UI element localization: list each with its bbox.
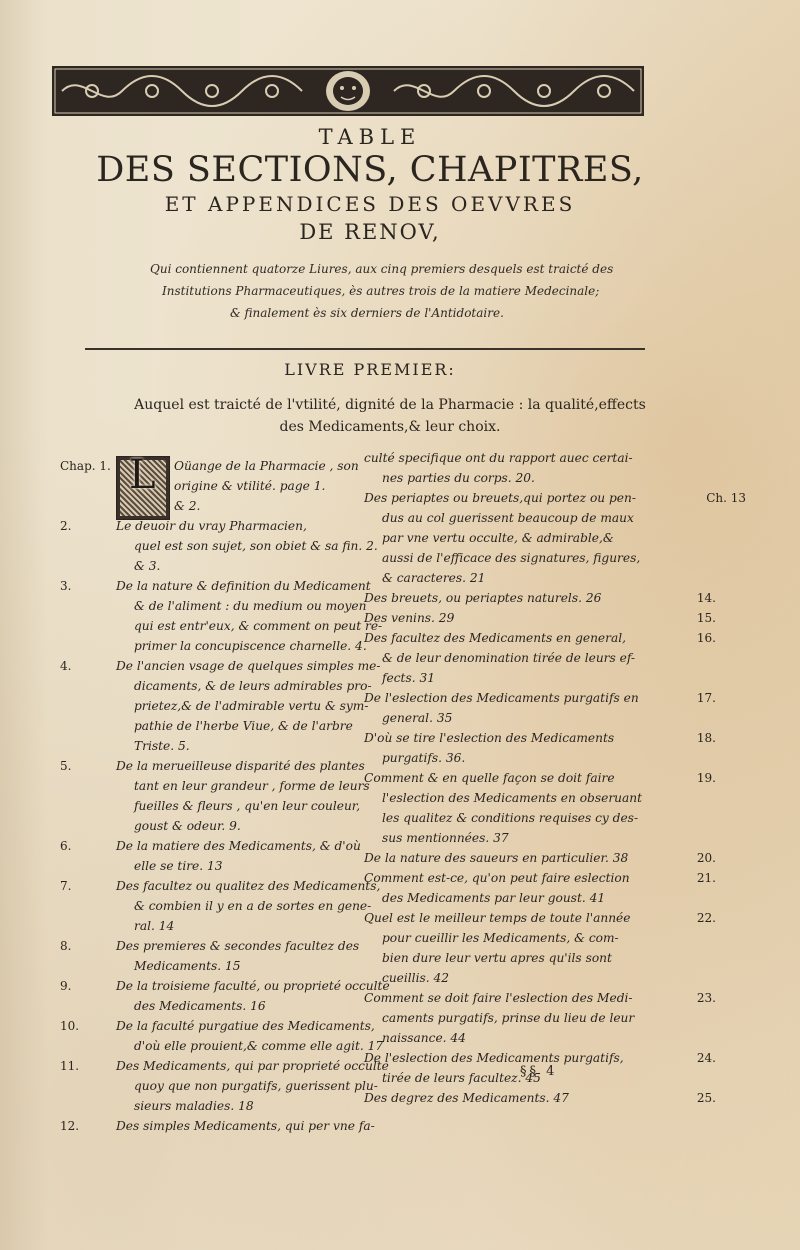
- toc-entry-line: purgatifs. 36.: [382, 751, 466, 765]
- chapter-number: Chap. 1.: [60, 459, 111, 473]
- toc-entry-line: goust & odeur. 9.: [134, 819, 241, 833]
- chapter-number: 3.: [60, 579, 72, 593]
- toc-entry-line: Comment est-ce, qu'on peut faire eslection: [364, 871, 630, 885]
- toc-entry-line: Triste. 5.: [134, 739, 190, 753]
- toc-entry-line: Oüange de la Pharmacie , son: [174, 459, 359, 473]
- toc-entry-line: & de l'aliment : du medium ou moyen: [134, 599, 367, 613]
- toc-entry-line: primer la concupiscence charnelle. 4.: [134, 639, 367, 653]
- chapter-number: 21.: [696, 871, 716, 885]
- toc-entry-line: Des simples Medicaments, qui per vne fa-: [116, 1119, 375, 1133]
- toc-entry: [60, 836, 370, 876]
- left-column: [60, 452, 390, 1136]
- toc-entry-line: prietez,& de l'admirable vertu & sym-: [134, 699, 369, 713]
- toc-entry-line: cueillis. 42: [382, 971, 449, 985]
- title-line-appendices: ET APPENDICES DES OEVVRES: [164, 192, 576, 216]
- toc-entry: [60, 1056, 389, 1116]
- title-block: [90, 124, 650, 246]
- toc-entry: [364, 608, 716, 628]
- signature-mark: §§ 4: [520, 1064, 558, 1079]
- toc-entry-line: Des breuets, ou periaptes naturels. 26: [364, 591, 602, 605]
- intro-paragraph: [150, 258, 640, 324]
- toc-entry-line: general. 35: [382, 711, 453, 725]
- chapter-number: 6.: [60, 839, 72, 853]
- book-heading: LIVRE PREMIER:: [284, 360, 456, 379]
- chapter-number: 2.: [60, 519, 72, 533]
- chapter-number: 10.: [60, 1019, 80, 1033]
- toc-entry-line: par vne vertu occulte, & admirable,&: [382, 531, 614, 545]
- toc-entry-line: Quel est le meilleur temps de toute l'année: [364, 911, 631, 925]
- toc-entry-line: & de leur denomination tirée de leurs ef-: [382, 651, 636, 665]
- chapter-number: 8.: [60, 939, 72, 953]
- toc-entry-line: d'où elle prouient,& comme elle agit. 17: [134, 1039, 384, 1053]
- toc-entry-line: De l'eslection des Medicaments purgatifs,: [364, 1051, 624, 1065]
- chapter-number: 22.: [696, 911, 716, 925]
- toc-entry: [60, 936, 370, 976]
- toc-entry-line: Comment & en quelle façon se doit faire: [364, 771, 615, 785]
- intro-line: Qui contiennent quatorze Liures, aux cinq premiers desquels est traicté des: [150, 262, 614, 276]
- toc-entry: [364, 1088, 716, 1108]
- toc-entry: [364, 688, 716, 728]
- toc-entry: [364, 908, 716, 988]
- toc-entry-line: Des venins. 29: [364, 611, 455, 625]
- toc-entry-line: Des Medicaments, qui par proprieté occulte: [116, 1059, 389, 1073]
- toc-entry-line: nes parties du corps. 20.: [382, 471, 535, 485]
- toc-entry: [364, 628, 716, 688]
- title-line-renou: DE RENOV,: [299, 220, 441, 244]
- decorated-initial-icon: L: [116, 456, 170, 520]
- chapter-number: 7.: [60, 879, 72, 893]
- chapter-number: 24.: [696, 1051, 716, 1065]
- toc-entry-line: & 3.: [134, 559, 161, 573]
- chapter-number: 9.: [60, 979, 72, 993]
- chapter-number: 23.: [696, 991, 716, 1005]
- title-line-sections: DES SECTIONS, CHAPITRES,: [96, 150, 644, 190]
- toc-entry-line: D'où se tire l'eslection des Medicaments: [364, 731, 615, 745]
- toc-entry-line: De la merueilleuse disparité des plantes: [116, 759, 365, 773]
- divider-rule: [85, 348, 645, 350]
- toc-entry-line: fects. 31: [382, 671, 435, 685]
- toc-entry-line: dicaments, & de leurs admirables pro-: [134, 679, 372, 693]
- toc-entry-line: De l'ancien vsage de quelques simples me-: [116, 659, 381, 673]
- toc-entry-line: De la nature & definition du Medicament: [116, 579, 371, 593]
- toc-entry-line: bien dure leur vertu apres qu'ils sont: [382, 951, 612, 965]
- chapter-number: 17.: [696, 691, 716, 705]
- toc-entry-line: De la troisieme faculté, ou proprieté occulte: [116, 979, 390, 993]
- toc-entry-line: Le deuoir du vray Pharmacien,: [116, 519, 307, 533]
- toc-entry-line: De l'eslection des Medicaments purgatifs en: [364, 691, 639, 705]
- toc-entry: [364, 988, 716, 1048]
- toc-entry-line: pour cueillir les Medicaments, & com-: [382, 931, 619, 945]
- toc-entry: [60, 876, 381, 936]
- toc-entry: [60, 976, 390, 1016]
- chapter-number: 25.: [696, 1091, 716, 1105]
- toc-entry: [364, 848, 716, 868]
- chapter-number: 5.: [60, 759, 72, 773]
- toc-entry-line: culté specifique ont du rapport auec certai-: [364, 451, 633, 465]
- toc-entry: [60, 656, 381, 756]
- toc-entry-line: des Medicaments. 16: [134, 999, 266, 1013]
- toc-entry-line: & combien il y en a de sortes en gene-: [134, 899, 372, 913]
- chapter-number: 15.: [696, 611, 716, 625]
- chapter-number: 4.: [60, 659, 72, 673]
- toc-entry-line: De la faculté purgatiue des Medicaments,: [116, 1019, 375, 1033]
- toc-entry-line: caments purgatifs, prinse du lieu de leur: [382, 1011, 635, 1025]
- toc-entry-line: l'eslection des Medicaments en obseruant: [382, 791, 643, 805]
- toc-entry-line: elle se tire. 13: [134, 859, 223, 873]
- toc-entry-line: Des facultez des Medicaments en general,: [364, 631, 627, 645]
- toc-entry-line: sus mentionnées. 37: [382, 831, 509, 845]
- toc-entry: [60, 756, 370, 836]
- toc-entry-line: origine & vtilité. page 1.: [174, 479, 326, 493]
- toc-entry-line: qui est entr'eux, & comment on peut re-: [134, 619, 383, 633]
- chapter-number: 11.: [60, 1059, 80, 1073]
- toc-entry-line: Comment se doit faire l'eslection des Medi-: [364, 991, 633, 1005]
- toc-entry-line: Des facultez ou qualitez des Medicaments,: [116, 879, 381, 893]
- chapter-number: Ch. 13: [706, 491, 746, 505]
- toc-entry-line: quel est son sujet, son obiet & sa fin. 2.: [134, 539, 378, 553]
- toc-entry-line: Des periaptes ou breuets,qui portez ou pen-: [364, 491, 636, 505]
- toc-entry: [60, 1116, 375, 1136]
- title-line-table: TABLE: [318, 125, 422, 149]
- chapter-number: 16.: [696, 631, 716, 645]
- chapter-number: 14.: [696, 591, 716, 605]
- toc-entry-line: & 2.: [174, 499, 201, 513]
- toc-entry-line: naissance. 44: [382, 1031, 466, 1045]
- toc-entry: [60, 516, 378, 576]
- toc-entry-line: De la matiere des Medicaments, & d'où: [116, 839, 361, 853]
- toc-entry-line: tant en leur grandeur , forme de leurs: [134, 779, 370, 793]
- toc-entry: [364, 868, 716, 908]
- chapter-number: 12.: [60, 1119, 80, 1133]
- toc-entry-line: & caracteres. 21: [382, 571, 486, 585]
- toc-entry: [364, 768, 716, 848]
- toc-entry: [364, 588, 716, 608]
- right-column: [364, 448, 746, 1108]
- toc-entry-line: Medicaments. 15: [134, 959, 241, 973]
- toc-entry: [60, 576, 383, 656]
- toc-entry-line: fueilles & fleurs , qu'en leur couleur,: [134, 799, 361, 813]
- chapter-number: 20.: [696, 851, 716, 865]
- toc-entry-line: sieurs maladies. 18: [134, 1099, 254, 1113]
- toc-entry-line: Des premieres & secondes facultez des: [116, 939, 360, 953]
- ornamental-headpiece: [52, 66, 644, 116]
- toc-entry-line: quoy que non purgatifs, guerissent plu-: [134, 1079, 378, 1093]
- chapter-number: 18.: [696, 731, 716, 745]
- toc-entry-line: des Medicaments par leur goust. 41: [382, 891, 606, 905]
- intro-line: & finalement ès six derniers de l'Antidotaire.: [230, 306, 504, 320]
- toc-entry: [364, 488, 746, 588]
- intro-line: Institutions Pharmaceutiques, ès autres trois de la matiere Medecinale;: [162, 284, 600, 298]
- toc-entry: [364, 728, 716, 768]
- book-description-line: des Medicaments,& leur choix.: [279, 419, 501, 435]
- toc-entry-line: aussi de l'efficace des signatures, figures,: [382, 551, 641, 565]
- toc-entry-line: les qualitez & conditions requises cy des-: [382, 811, 639, 825]
- toc-entry-line: De la nature des saueurs en particulier. 38: [364, 851, 629, 865]
- toc-entry-line: Des degrez des Medicaments. 47: [364, 1091, 569, 1105]
- toc-entry: [364, 448, 694, 488]
- toc-entry-line: ral. 14: [134, 919, 175, 933]
- book-description-line: Auquel est traicté de l'vtilité, dignité de la Pharmacie : la qualité,effects: [134, 397, 646, 413]
- chapter-number: 19.: [696, 771, 716, 785]
- toc-entry: [60, 452, 370, 516]
- toc-entry-line: dus au col guerissent beaucoup de maux: [382, 511, 634, 525]
- toc-entry-line: pathie de l'herbe Viue, & de l'arbre: [134, 719, 353, 733]
- toc-entry: [60, 1016, 384, 1056]
- book-description: [90, 394, 690, 438]
- toc-entry-line: tirée de leurs facultez. 45: [382, 1071, 541, 1085]
